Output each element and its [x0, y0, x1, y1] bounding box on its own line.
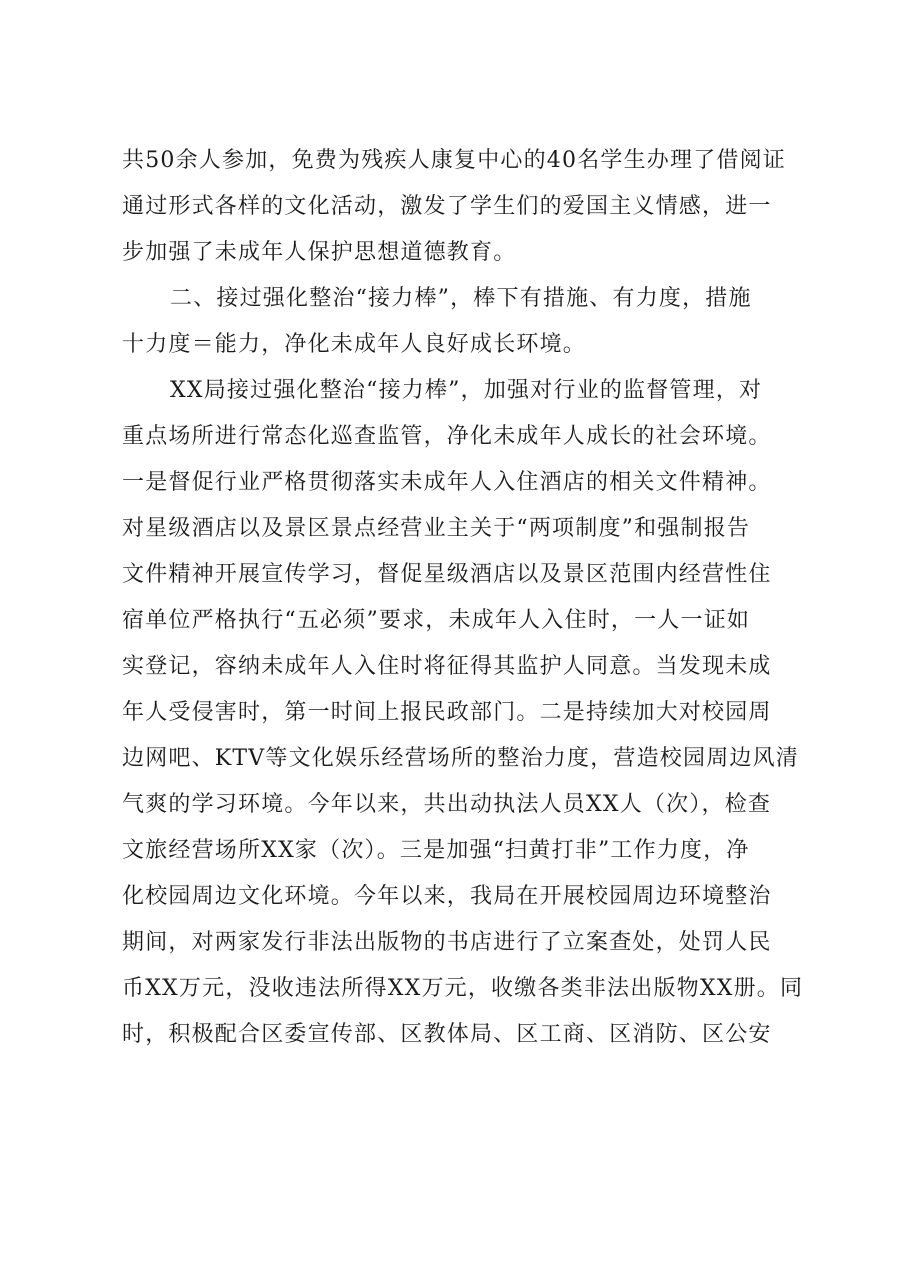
text-line: 文件精神开展宣传学习，督促星级酒店以及景区范围内经营性住 — [122, 562, 772, 587]
text-line: 一是督促行业严格贯彻落实未成年人入住酒店的相关文件精神。 — [122, 470, 772, 495]
text-line: 步加强了未成年人保护思想道德教育。 — [122, 240, 517, 265]
section-heading-line: 二、接过强化整治“接力棒”，棒下有措施、有力度，措施 — [170, 286, 752, 311]
text-line: 通过形式各样的文化活动，激发了学生们的爱国主义情感，进一 — [122, 194, 772, 219]
text-line: 气爽的学习环境。今年以来，共出动执法人员XX人（次），检查 — [122, 792, 772, 817]
text-line: 实登记，容纳未成年人入住时将征得其监护人同意。当发现未成 — [122, 654, 772, 679]
text-line: 边网吧、KTV等文化娱乐经营场所的整治力度，营造校园周边风清 — [122, 746, 799, 771]
text-line: 化校园周边文化环境。今年以来，我局在开展校园周边环境整治 — [122, 884, 772, 909]
text-line: 币XX万元，没收违法所得XX万元，收缴各类非法出版物XX册。同 — [122, 976, 804, 1001]
text-line: 时，积极配合区委宣传部、区教体局、区工商、区消防、区公安 — [122, 1022, 772, 1047]
text-line: 对星级酒店以及景区景点经营业主关于“两项制度”和强制报告 — [122, 516, 751, 541]
text-line: 期间，对两家发行非法出版物的书店进行了立案查处，处罚人民 — [122, 930, 772, 955]
text-line: 共50余人参加，免费为残疾人康复中心的40名学生办理了借阅证 — [122, 148, 786, 173]
text-line: 重点场所进行常态化巡查监管，净化未成年人成长的社会环境。 — [122, 424, 772, 449]
text-line: 年人受侵害时，第一时间上报民政部门。二是持续加大对校园周 — [122, 700, 772, 725]
paragraph-first-line: XX局接过强化整治“接力棒”，加强对行业的监督管理，对 — [170, 378, 763, 403]
section-heading-line: 十力度＝能力，净化未成年人良好成长环境。 — [122, 332, 587, 357]
text-line: 文旅经营场所XX家（次）。三是加强“扫黄打非”工作力度，净 — [122, 838, 750, 863]
document-body — [122, 138, 812, 1058]
text-line: 宿单位严格执行“五必须”要求，未成年人入住时，一人一证如 — [122, 608, 751, 633]
